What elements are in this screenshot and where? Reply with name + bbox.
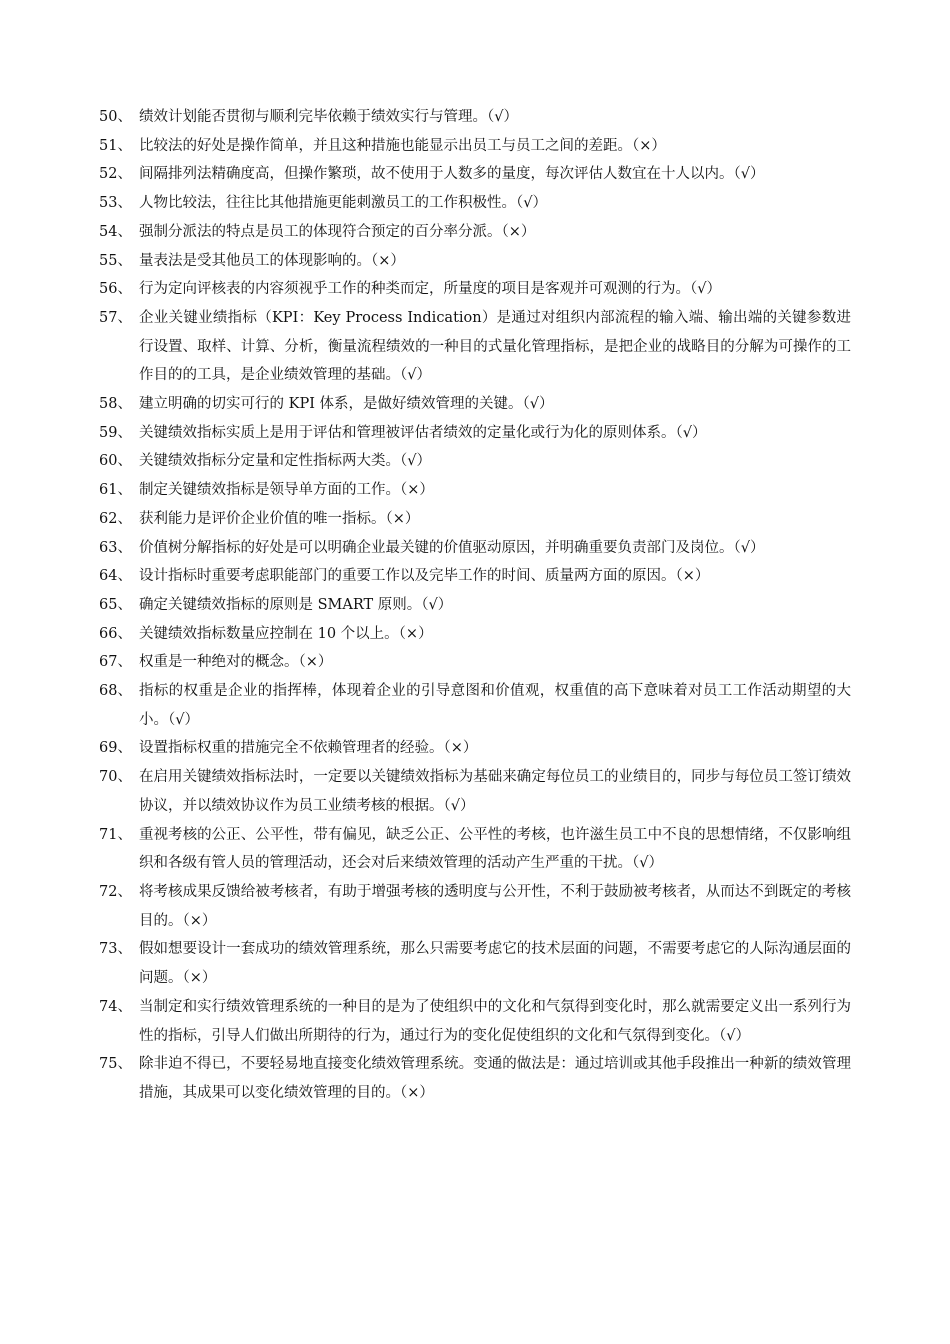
item-text: 关键绩效指标实质上是用于评估和管理被评估者绩效的定量化或行为化的原则体系。（√） xyxy=(139,424,707,441)
item-number: 68、 xyxy=(99,683,132,700)
list-item xyxy=(99,878,851,935)
item-number: 66、 xyxy=(99,625,132,642)
item-text: 除非迫不得已，不要轻易地直接变化绩效管理系统。变通的做法是：通过培训或其他手段推出一种新的绩效管理措施，其成果可以变化绩效管理的目的。（×） xyxy=(139,1056,851,1101)
list-item xyxy=(99,935,851,992)
list-item xyxy=(99,620,851,649)
item-text: 建立明确的切实可行的 KPI 体系，是做好绩效管理的关键。（√） xyxy=(139,396,554,413)
list-item xyxy=(99,390,851,419)
list-item xyxy=(99,821,851,878)
list-item xyxy=(99,993,851,1050)
item-number: 73、 xyxy=(99,941,132,958)
item-number: 70、 xyxy=(99,769,132,786)
item-number: 57、 xyxy=(99,309,132,326)
list-item xyxy=(99,103,851,132)
item-number: 75、 xyxy=(99,1056,132,1073)
item-text: 关键绩效指标数量应控制在 10 个以上。（×） xyxy=(139,625,433,642)
list-item xyxy=(99,648,851,677)
list-item xyxy=(99,763,851,820)
list-item xyxy=(99,189,851,218)
item-text: 重视考核的公正、公平性，带有偏见，缺乏公正、公平性的考核，也许滋生员工中不良的思想情绪，不仅影响组织和各级有管人员的管理活动，还会对后来绩效管理的活动产生严重的干扰。（√） xyxy=(139,826,851,872)
item-text: 强制分派法的特点是员工的体现符合预定的百分率分派。（×） xyxy=(139,223,536,240)
item-text: 企业关键业绩指标（KPI：Key Process Indication）是通过对组织内部流程的输入端、输出端的关键参数进行设置、取样、计算、分析，衡量流程绩效的一种目的式量化管理指标，是把企业的战略目的分解为可操作的工作目的的工具，是企业绩效管理的基础。（√） xyxy=(139,309,851,384)
item-text: 确定关键绩效指标的原则是 SMART 原则。（√） xyxy=(139,596,453,613)
list-item xyxy=(99,534,851,563)
item-text: 获利能力是评价企业价值的唯一指标。（×） xyxy=(139,510,420,527)
item-number: 64、 xyxy=(99,568,132,585)
list-item xyxy=(99,275,851,304)
item-number: 65、 xyxy=(99,596,132,613)
item-text: 设计指标时重要考虑职能部门的重要工作以及完毕工作的时间、质量两方面的原因。（×） xyxy=(139,568,710,585)
list-item xyxy=(99,1050,851,1107)
item-text: 制定关键绩效指标是领导单方面的工作。（×） xyxy=(139,482,434,499)
item-number: 72、 xyxy=(99,883,132,900)
item-number: 50、 xyxy=(99,109,132,125)
item-number: 69、 xyxy=(99,740,132,757)
statement-list xyxy=(99,103,851,1108)
item-text: 间隔排列法精确度高，但操作繁琐，故不使用于人数多的量度，每次评估人数宜在十人以内。（√） xyxy=(139,166,765,183)
list-item xyxy=(99,562,851,591)
item-number: 51、 xyxy=(99,137,132,154)
list-item xyxy=(99,677,851,734)
list-item xyxy=(99,160,851,189)
item-number: 63、 xyxy=(99,539,132,556)
item-number: 54、 xyxy=(99,223,132,240)
item-number: 56、 xyxy=(99,281,132,298)
item-number: 52、 xyxy=(99,166,132,183)
item-number: 71、 xyxy=(99,826,132,843)
list-item xyxy=(99,218,851,247)
item-text: 量表法是受其他员工的体现影响的。（×） xyxy=(139,252,405,269)
item-text: 价值树分解指标的好处是可以明确企业最关键的价值驱动原因，并明确重要负责部门及岗位。（√） xyxy=(139,539,765,556)
item-text: 指标的权重是企业的指挥棒，体现着企业的引导意图和价值观，权重值的高下意味着对员工工作活动期望的大小。（√） xyxy=(139,683,851,728)
item-number: 55、 xyxy=(99,252,132,269)
item-text: 当制定和实行绩效管理系统的一种目的是为了使组织中的文化和气氛得到变化时，那么就需要定义出一系列行为性的指标，引导人们做出所期待的行为，通过行为的变化促使组织的文化和气氛得到变化。（√） xyxy=(139,998,851,1044)
item-number: 62、 xyxy=(99,510,132,527)
item-text: 行为定向评核表的内容须视乎工作的种类而定，所量度的项目是客观并可观测的行为。（√） xyxy=(139,281,721,298)
item-text: 关键绩效指标分定量和定性指标两大类。（√） xyxy=(139,453,431,470)
item-number: 58、 xyxy=(99,396,132,413)
list-item xyxy=(99,304,851,390)
item-number: 61、 xyxy=(99,482,132,499)
list-item xyxy=(99,476,851,505)
list-item xyxy=(99,247,851,276)
item-number: 53、 xyxy=(99,195,132,212)
item-number: 74、 xyxy=(99,998,132,1015)
list-item xyxy=(99,734,851,763)
list-item xyxy=(99,419,851,448)
item-number: 67、 xyxy=(99,654,132,671)
item-number: 60、 xyxy=(99,453,132,470)
item-text: 设置指标权重的措施完全不依赖管理者的经验。（×） xyxy=(139,740,478,757)
item-text: 人物比较法，往往比其他措施更能刺激员工的工作积极性。（√） xyxy=(139,195,547,212)
item-text: 将考核成果反馈给被考核者，有助于增强考核的透明度与公开性，不利于鼓励被考核者，从而达不到既定的考核目的。（×） xyxy=(139,883,851,929)
item-text: 在启用关键绩效指标法时，一定要以关键绩效指标为基础来确定每位员工的业绩目的，同步与每位员工签订绩效协议，并以绩效协议作为员工业绩考核的根据。（√） xyxy=(139,769,851,814)
list-item xyxy=(99,132,851,161)
item-text: 权重是一种绝对的概念。（×） xyxy=(139,654,333,671)
item-text: 比较法的好处是操作简单，并且这种措施也能显示出员工与员工之间的差距。（×） xyxy=(139,137,666,154)
item-text: 假如想要设计一套成功的绩效管理系统，那么只需要考虑它的技术层面的问题，不需要考虑它的人际沟通层面的问题。（×） xyxy=(139,941,851,987)
item-text: 绩效计划能否贯彻与顺利完毕依赖于绩效实行与管理。（√） xyxy=(139,109,518,125)
list-item xyxy=(99,505,851,534)
item-number: 59、 xyxy=(99,424,132,441)
list-item xyxy=(99,591,851,620)
list-item xyxy=(99,447,851,476)
